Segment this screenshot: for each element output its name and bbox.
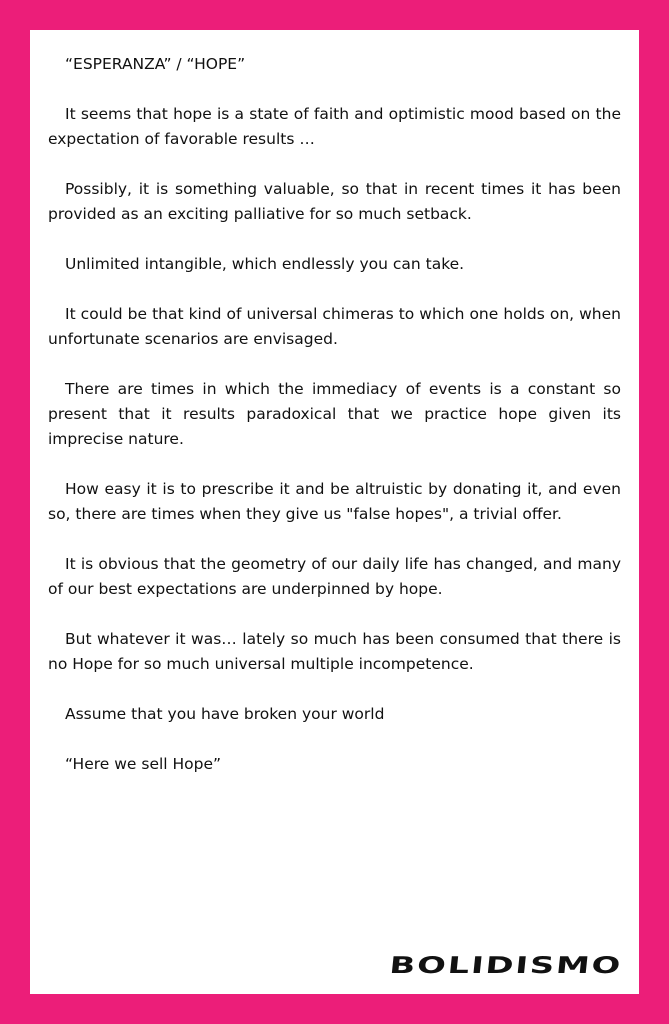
paragraph-10: “Here we sell Hope” — [65, 755, 222, 773]
poem-text — [48, 52, 621, 802]
poster-sheet — [30, 30, 639, 994]
paragraph-4: It could be that kind of universal chimeras to which one holds on, when unfortunate scenarios are envisaged. — [48, 305, 621, 348]
paragraph-5: There are times in which the immediacy of events is a constant so present that it results paradoxical that we practice hope given its imprecise nature. — [48, 380, 621, 448]
paragraph-8: But whatever it was… lately so much has been consumed that there is no Hope for so much universal multiple incompetence. — [48, 630, 621, 673]
paragraph-7: It is obvious that the geometry of our daily life has changed, and many of our best expectations are underpinned by hope. — [48, 555, 621, 598]
bolidismo-logo: BOLIDISMO — [388, 952, 624, 979]
paragraph-2: Possibly, it is something valuable, so that in recent times it has been provided as an exciting palliative for so much setback. — [48, 180, 621, 223]
poem-title: “ESPERANZA” / “HOPE” — [65, 55, 246, 73]
paragraph-3: Unlimited intangible, which endlessly you can take. — [65, 255, 465, 273]
paragraph-1: It seems that hope is a state of faith and optimistic mood based on the expectation of favorable results … — [48, 105, 621, 148]
paragraph-6: How easy it is to prescribe it and be altruistic by donating it, and even so, there are times when they give us "false hopes", a trivial offer. — [48, 480, 621, 523]
paragraph-9: Assume that you have broken your world — [65, 705, 385, 723]
